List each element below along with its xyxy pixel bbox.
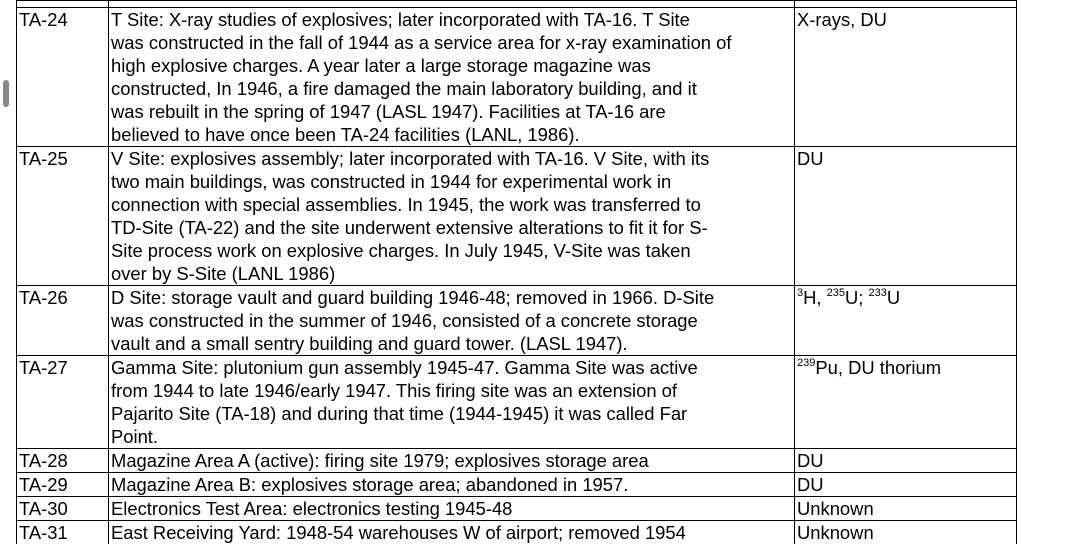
description-line: Magazine Area B: explosives storage area; abandoned in 1957. bbox=[111, 474, 629, 495]
materials-cell: DU bbox=[795, 147, 1017, 286]
description-line: Gamma Site: plutonium gun assembly 1945-47. Gamma Site was active bbox=[111, 357, 698, 378]
description-line: D Site: storage vault and guard building 1946-48; removed in 1966. D-Site bbox=[111, 287, 715, 308]
ta-id-cell: TA-28 bbox=[17, 449, 109, 473]
materials-cell: DU bbox=[795, 473, 1017, 497]
table-row bbox=[17, 147, 1017, 286]
materials-cell bbox=[795, 286, 1017, 356]
table-row bbox=[17, 473, 1017, 497]
materials-text: U; bbox=[845, 287, 869, 308]
ta-id-cell: TA-27 bbox=[17, 356, 109, 449]
description-cell bbox=[109, 147, 795, 286]
ta-id-cell: TA-26 bbox=[17, 286, 109, 356]
description-cell bbox=[109, 356, 795, 449]
description-line: connection with special assemblies. In 1945, the work was transferred to bbox=[111, 194, 701, 215]
description-line: East Receiving Yard: 1948-54 warehouses W of airport; removed 1954 bbox=[111, 522, 686, 543]
ta-id-cell: TA-24 bbox=[17, 8, 109, 147]
materials-text: U bbox=[886, 287, 901, 308]
description-cell bbox=[109, 449, 795, 473]
description-line: Point. bbox=[111, 426, 159, 447]
table-row bbox=[17, 497, 1017, 521]
isotope-superscript: 3 bbox=[797, 287, 804, 299]
materials-cell: DU bbox=[795, 449, 1017, 473]
table-row bbox=[17, 286, 1017, 356]
description-line: high explosive charges. A year later a large storage magazine was bbox=[111, 55, 651, 76]
description-cell bbox=[109, 8, 795, 147]
table-row bbox=[17, 8, 1017, 147]
description-line: over by S-Site (LANL 1986) bbox=[111, 263, 336, 284]
description-cell bbox=[109, 473, 795, 497]
ta-id-cell: TA-30 bbox=[17, 497, 109, 521]
description-line: Pajarito Site (TA-18) and during that time (1944-1945) it was called Far bbox=[111, 403, 688, 424]
description-line: Magazine Area A (active): firing site 1979; explosives storage area bbox=[111, 450, 649, 471]
description-cell bbox=[109, 521, 795, 544]
description-cell bbox=[109, 286, 795, 356]
isotope-superscript: 239 bbox=[797, 357, 816, 369]
materials-text: H, bbox=[803, 287, 827, 308]
description-line: vault and a small sentry building and guard tower. (LASL 1947). bbox=[111, 333, 628, 354]
materials-cell: Unknown bbox=[795, 497, 1017, 521]
ta-id-cell: TA-29 bbox=[17, 473, 109, 497]
description-line: constructed, In 1946, a fire damaged the main laboratory building, and it bbox=[111, 78, 697, 99]
table-row bbox=[17, 449, 1017, 473]
technical-areas-table bbox=[16, 0, 1017, 544]
table-row bbox=[17, 521, 1017, 544]
description-line: Site process work on explosive charges. In July 1945, V-Site was taken bbox=[111, 240, 691, 261]
description-line: Electronics Test Area: electronics testing 1945-48 bbox=[111, 498, 513, 519]
description-line: two main buildings, was constructed in 1944 for experimental work in bbox=[111, 171, 672, 192]
description-line: TD-Site (TA-22) and the site underwent extensive alterations to fit it for S- bbox=[111, 217, 708, 238]
table-row bbox=[17, 356, 1017, 449]
scroll-handle[interactable] bbox=[3, 80, 9, 107]
description-line: from 1944 to late 1946/early 1947. This firing site was an extension of bbox=[111, 380, 678, 401]
isotope-superscript: 233 bbox=[868, 287, 887, 299]
description-line: was constructed in the summer of 1946, consisted of a concrete storage bbox=[111, 310, 698, 331]
document-page bbox=[16, 0, 1017, 544]
ta-id-cell: TA-25 bbox=[17, 147, 109, 286]
materials-cell: Unknown bbox=[795, 521, 1017, 544]
isotope-superscript: 235 bbox=[826, 287, 845, 299]
description-line: T Site: X-ray studies of explosives; later incorporated with TA-16. T Site bbox=[111, 9, 690, 30]
description-line: was rebuilt in the spring of 1947 (LASL 1947). Facilities at TA-16 are bbox=[111, 101, 666, 122]
description-line: believed to have once been TA-24 facilities (LANL, 1986). bbox=[111, 124, 580, 145]
materials-cell bbox=[795, 356, 1017, 449]
table-row-cut-off bbox=[17, 1, 1017, 8]
materials-cell: X-rays, DU bbox=[795, 8, 1017, 147]
ta-id-cell: TA-31 bbox=[17, 521, 109, 544]
description-cell bbox=[109, 497, 795, 521]
description-line: was constructed in the fall of 1944 as a service area for x-ray examination of bbox=[111, 32, 732, 53]
description-line: V Site: explosives assembly; later incorporated with TA-16. V Site, with its bbox=[111, 148, 710, 169]
materials-text: Pu, DU thorium bbox=[815, 357, 942, 378]
